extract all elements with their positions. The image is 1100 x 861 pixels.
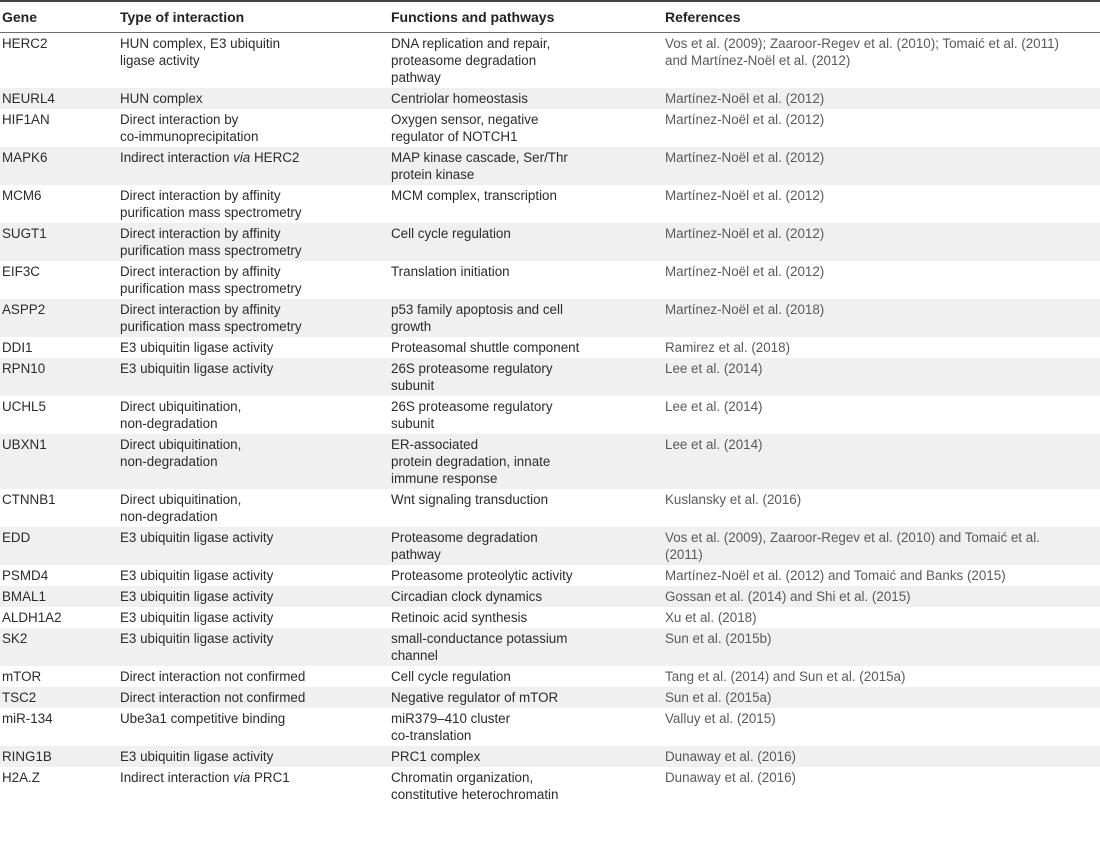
gene-cell: EDD: [0, 527, 120, 565]
function-cell: PRC1 complex: [391, 746, 665, 767]
gene-cell: H2A.Z: [0, 767, 120, 805]
function-cell: Chromatin organization, constitutive heterochromatin: [391, 767, 665, 805]
function-cell: Circadian clock dynamics: [391, 586, 665, 607]
header-functions-and-pathways: Functions and pathways: [391, 1, 665, 33]
reference-cell: Martínez-Noël et al. (2012) and Tomaić and Banks (2015): [665, 565, 1100, 586]
gene-cell: HIF1AN: [0, 109, 120, 147]
reference-cell: Dunaway et al. (2016): [665, 767, 1100, 805]
interaction-cell: [120, 767, 391, 805]
header-type-of-interaction: Type of interaction: [120, 1, 391, 33]
function-cell: miR379–410 cluster co-translation: [391, 708, 665, 746]
header-gene: Gene: [0, 1, 120, 33]
table-row: [0, 628, 1100, 666]
reference-cell: Valluy et al. (2015): [665, 708, 1100, 746]
interaction-text: PRC1: [250, 770, 290, 785]
reference-cell: Sun et al. (2015a): [665, 687, 1100, 708]
gene-cell: UBXN1: [0, 434, 120, 489]
table-row: [0, 358, 1100, 396]
reference-cell: Martínez-Noël et al. (2012): [665, 261, 1100, 299]
reference-cell: Tang et al. (2014) and Sun et al. (2015a): [665, 666, 1100, 687]
reference-cell: Martínez-Noël et al. (2012): [665, 185, 1100, 223]
reference-cell: Xu et al. (2018): [665, 607, 1100, 628]
table-row: [0, 147, 1100, 185]
interaction-cell: Direct interaction not confirmed: [120, 687, 391, 708]
gene-cell: PSMD4: [0, 565, 120, 586]
gene-cell: HERC2: [0, 33, 120, 89]
gene-cell: MCM6: [0, 185, 120, 223]
interaction-text: Indirect interaction: [120, 150, 234, 165]
function-cell: Translation initiation: [391, 261, 665, 299]
reference-cell: Lee et al. (2014): [665, 434, 1100, 489]
interaction-cell: Direct interaction by affinity purification mass spectrometry: [120, 185, 391, 223]
function-cell: Oxygen sensor, negative regulator of NOTCH1: [391, 109, 665, 147]
table-row: [0, 746, 1100, 767]
interaction-cell: E3 ubiquitin ligase activity: [120, 628, 391, 666]
interaction-cell: E3 ubiquitin ligase activity: [120, 565, 391, 586]
reference-cell: Lee et al. (2014): [665, 396, 1100, 434]
table-row: [0, 527, 1100, 565]
gene-cell: NEURL4: [0, 88, 120, 109]
gene-cell: SK2: [0, 628, 120, 666]
gene-cell: miR-134: [0, 708, 120, 746]
gene-cell: ASPP2: [0, 299, 120, 337]
header-row: [0, 1, 1100, 33]
reference-cell: Gossan et al. (2014) and Shi et al. (2015): [665, 586, 1100, 607]
table-row: [0, 565, 1100, 586]
gene-cell: CTNNB1: [0, 489, 120, 527]
table-row: [0, 607, 1100, 628]
function-cell: DNA replication and repair, proteasome degradation pathway: [391, 33, 665, 89]
interaction-cell: HUN complex: [120, 88, 391, 109]
reference-cell: Martínez-Noël et al. (2012): [665, 223, 1100, 261]
interaction-emphasis: via: [233, 770, 251, 785]
gene-cell: MAPK6: [0, 147, 120, 185]
interaction-cell: Direct interaction not confirmed: [120, 666, 391, 687]
function-cell: Negative regulator of mTOR: [391, 687, 665, 708]
table-row: [0, 261, 1100, 299]
gene-cell: TSC2: [0, 687, 120, 708]
function-cell: ER-associated protein degradation, innate immune response: [391, 434, 665, 489]
interaction-cell: Direct interaction by co-immunoprecipitation: [120, 109, 391, 147]
interaction-text: HERC2: [250, 150, 300, 165]
table-row: [0, 666, 1100, 687]
table-row: [0, 708, 1100, 746]
function-cell: small-conductance potassium channel: [391, 628, 665, 666]
table-row: [0, 687, 1100, 708]
interaction-cell: HUN complex, E3 ubiquitin ligase activity: [120, 33, 391, 89]
function-cell: p53 family apoptosis and cell growth: [391, 299, 665, 337]
table-body: [0, 33, 1100, 806]
gene-cell: SUGT1: [0, 223, 120, 261]
table-row: [0, 223, 1100, 261]
table-row: [0, 33, 1100, 89]
gene-cell: EIF3C: [0, 261, 120, 299]
function-cell: Centriolar homeostasis: [391, 88, 665, 109]
interaction-cell: Direct interaction by affinity purification mass spectrometry: [120, 261, 391, 299]
interaction-cell: Direct ubiquitination, non-degradation: [120, 434, 391, 489]
table-row: [0, 489, 1100, 527]
table-row: [0, 586, 1100, 607]
function-cell: Proteasome proteolytic activity: [391, 565, 665, 586]
function-cell: 26S proteasome regulatory subunit: [391, 358, 665, 396]
gene-cell: BMAL1: [0, 586, 120, 607]
function-cell: Retinoic acid synthesis: [391, 607, 665, 628]
gene-cell: RPN10: [0, 358, 120, 396]
reference-cell: Martínez-Noël et al. (2012): [665, 88, 1100, 109]
interaction-cell: E3 ubiquitin ligase activity: [120, 586, 391, 607]
interaction-cell: Direct interaction by affinity purification mass spectrometry: [120, 223, 391, 261]
interaction-emphasis: via: [233, 150, 251, 165]
function-cell: Cell cycle regulation: [391, 666, 665, 687]
gene-cell: ALDH1A2: [0, 607, 120, 628]
header-references: References: [665, 1, 1100, 33]
gene-cell: DDI1: [0, 337, 120, 358]
table-row: [0, 88, 1100, 109]
table-row: [0, 299, 1100, 337]
gene-cell: RING1B: [0, 746, 120, 767]
table-row: [0, 109, 1100, 147]
interaction-cell: Direct ubiquitination, non-degradation: [120, 396, 391, 434]
table-row: [0, 396, 1100, 434]
reference-cell: Kuslansky et al. (2016): [665, 489, 1100, 527]
interaction-cell: E3 ubiquitin ligase activity: [120, 607, 391, 628]
gene-cell: UCHL5: [0, 396, 120, 434]
reference-cell: Martínez-Noël et al. (2012): [665, 109, 1100, 147]
table-row: [0, 434, 1100, 489]
table-row: [0, 767, 1100, 805]
function-cell: Cell cycle regulation: [391, 223, 665, 261]
interaction-cell: [120, 147, 391, 185]
function-cell: MAP kinase cascade, Ser/Thr protein kinase: [391, 147, 665, 185]
interaction-cell: E3 ubiquitin ligase activity: [120, 527, 391, 565]
reference-cell: Lee et al. (2014): [665, 358, 1100, 396]
interaction-cell: Direct ubiquitination, non-degradation: [120, 489, 391, 527]
reference-cell: Martínez-Noël et al. (2012): [665, 147, 1100, 185]
reference-cell: Martínez-Noël et al. (2018): [665, 299, 1100, 337]
function-cell: MCM complex, transcription: [391, 185, 665, 223]
interaction-cell: E3 ubiquitin ligase activity: [120, 358, 391, 396]
table-row: [0, 185, 1100, 223]
interaction-cell: E3 ubiquitin ligase activity: [120, 746, 391, 767]
function-cell: Proteasome degradation pathway: [391, 527, 665, 565]
reference-cell: Vos et al. (2009), Zaaroor-Regev et al. (2010) and Tomaić et al. (2011): [665, 527, 1100, 565]
gene-cell: mTOR: [0, 666, 120, 687]
table-row: [0, 337, 1100, 358]
reference-cell: Sun et al. (2015b): [665, 628, 1100, 666]
interaction-cell: Direct interaction by affinity purification mass spectrometry: [120, 299, 391, 337]
interaction-cell: E3 ubiquitin ligase activity: [120, 337, 391, 358]
interaction-cell: Ube3a1 competitive binding: [120, 708, 391, 746]
reference-cell: Dunaway et al. (2016): [665, 746, 1100, 767]
reference-cell: Vos et al. (2009); Zaaroor-Regev et al. (2010); Tomaić et al. (2011) and Martínez-Noël et al. (2012): [665, 33, 1100, 89]
function-cell: Proteasomal shuttle component: [391, 337, 665, 358]
function-cell: Wnt signaling transduction: [391, 489, 665, 527]
reference-cell: Ramirez et al. (2018): [665, 337, 1100, 358]
function-cell: 26S proteasome regulatory subunit: [391, 396, 665, 434]
interaction-text: Indirect interaction: [120, 770, 234, 785]
